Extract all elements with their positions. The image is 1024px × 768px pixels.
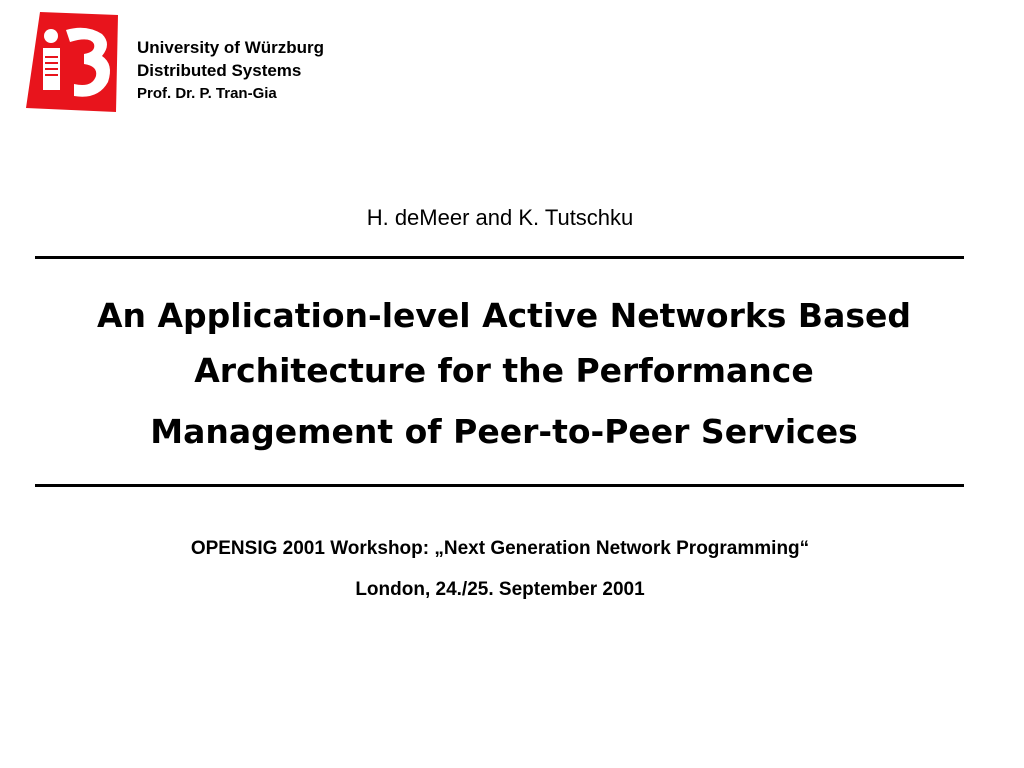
institution-name: University of Würzburg <box>137 38 325 57</box>
top-divider <box>35 256 964 259</box>
authors: H. deMeer and K. Tutschku <box>366 205 634 230</box>
title-line-2: Architecture for the Performance <box>194 351 814 390</box>
department-name: Distributed Systems <box>137 61 302 80</box>
i3-logo <box>26 12 122 114</box>
professor-name: Prof. Dr. P. Tran-Gia <box>137 85 277 102</box>
title-line-1: An Application-level Active Networks Based <box>96 296 911 335</box>
i3-logo-icon <box>26 12 122 114</box>
title-line-3: Management of Peer-to-Peer Services <box>150 412 858 451</box>
location-date: London, 24./25. September 2001 <box>355 579 645 600</box>
bottom-divider <box>35 484 964 487</box>
institution-block <box>137 36 324 105</box>
event-name: OPENSIG 2001 Workshop: „Next Generation Network Programming“ <box>190 538 810 559</box>
slide-title <box>0 292 1008 456</box>
